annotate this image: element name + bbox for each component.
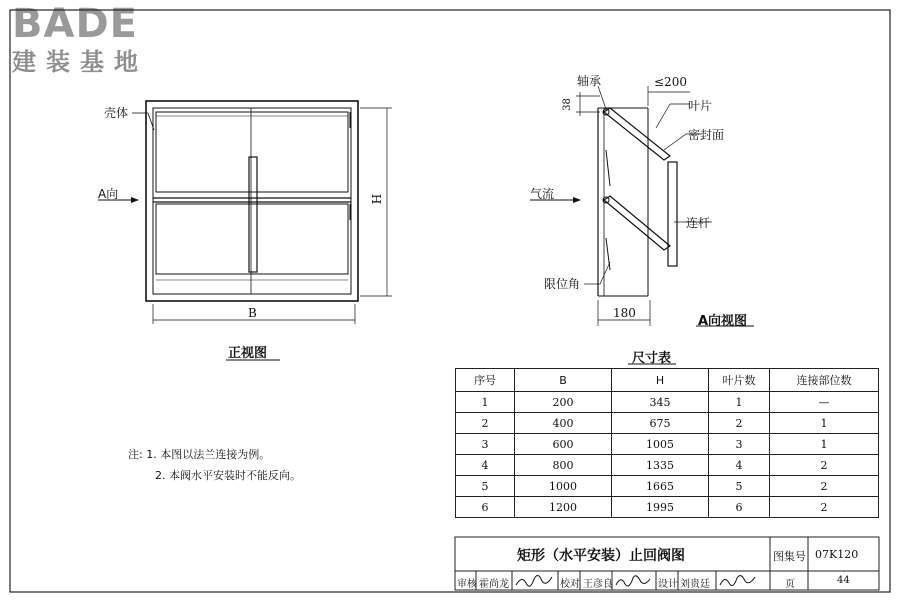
- front-view-drawing: [98, 101, 392, 360]
- table-cell: 5: [709, 476, 770, 497]
- stop-angle-label: 限位角: [544, 277, 581, 291]
- table-cell: 6: [709, 497, 770, 518]
- table-cell: 6: [456, 497, 515, 518]
- table-cell: 2: [709, 413, 770, 434]
- table-cell: 2: [456, 413, 515, 434]
- table-row: [456, 392, 879, 413]
- table-row: [456, 434, 879, 455]
- logo-brand-text: BADE: [12, 1, 138, 47]
- design-label: 设计: [658, 579, 678, 590]
- side-link-rod: [668, 162, 677, 266]
- table-cell: 400: [515, 413, 612, 434]
- table-cell: 1995: [612, 497, 709, 518]
- side-view-title: A向视图: [698, 314, 748, 329]
- shell-label: 壳体: [104, 106, 129, 120]
- header-cell: 连接部位数: [770, 369, 879, 392]
- logo-subtitle-text: 建装基地: [12, 48, 148, 76]
- table-cell: 675: [612, 413, 709, 434]
- checker-name: 王彦良: [583, 579, 613, 590]
- table-cell: 2: [770, 497, 879, 518]
- link-label: 连杆: [686, 216, 711, 230]
- height-h-label: H: [370, 193, 385, 205]
- upper-blade: [156, 112, 348, 192]
- front-view-title: 正视图: [228, 346, 268, 361]
- note-line-1: 注: 1. 本图以法兰连接为例。: [128, 448, 271, 461]
- table-cell: 1: [770, 434, 879, 455]
- atlas-number: 07K120: [815, 548, 859, 561]
- seal-label: 密封面: [688, 128, 725, 142]
- designer-name: 刘贵廷: [680, 579, 710, 590]
- page-number: 44: [837, 575, 850, 586]
- header-cell: H: [612, 369, 709, 392]
- dim-38-label: 38: [561, 98, 573, 111]
- table-cell: 4: [709, 455, 770, 476]
- table-row: [456, 476, 879, 497]
- top-dimension-label: ≤200: [654, 75, 687, 89]
- note-line-2: 2. 本阀水平安装时不能反向。: [155, 469, 301, 482]
- table-cell: 2: [770, 476, 879, 497]
- review-label: 审核: [457, 579, 477, 590]
- header-cell: 叶片数: [709, 369, 770, 392]
- table-row: [456, 413, 879, 434]
- blade-label: 叶片: [688, 99, 713, 113]
- dim-180-label: 180: [613, 306, 636, 320]
- table-cell: 1200: [515, 497, 612, 518]
- table-cell: 5: [456, 476, 515, 497]
- table-title: 尺寸表: [632, 351, 672, 366]
- table-cell: 200: [515, 392, 612, 413]
- lower-blade-arm: [604, 196, 670, 250]
- reviewer-name: 霍尚龙: [479, 579, 509, 590]
- atlas-label: 图集号: [773, 550, 806, 563]
- table-cell: 1: [770, 413, 879, 434]
- direction-a-label: A向: [98, 187, 119, 201]
- table-header-row: [456, 369, 879, 392]
- dimension-table: [455, 368, 879, 518]
- header-cell: B: [515, 369, 612, 392]
- center-link-rod: [249, 157, 257, 272]
- table-cell: 1000: [515, 476, 612, 497]
- table-cell: 345: [612, 392, 709, 413]
- table-row: [456, 497, 879, 518]
- table-cell: 4: [456, 455, 515, 476]
- table-cell: —: [770, 392, 879, 413]
- lower-blade: [156, 204, 348, 274]
- table-cell: 1: [456, 392, 515, 413]
- drawing-title: 矩形（水平安装）止回阀图: [517, 548, 685, 564]
- table-cell: 1005: [612, 434, 709, 455]
- check-label: 校对: [560, 579, 580, 590]
- width-b-label: B: [248, 306, 257, 320]
- table-cell: 2: [770, 455, 879, 476]
- bearing-label: 轴承: [577, 74, 602, 88]
- shell-outer: [146, 101, 358, 301]
- table-cell: 1665: [612, 476, 709, 497]
- table-cell: 1335: [612, 455, 709, 476]
- table-cell: 800: [515, 455, 612, 476]
- title-block: [455, 537, 879, 590]
- header-cell: 序号: [456, 369, 515, 392]
- table-cell: 600: [515, 434, 612, 455]
- airflow-label: 气流: [530, 187, 555, 201]
- table-cell: 1: [709, 392, 770, 413]
- table-cell: 3: [709, 434, 770, 455]
- upper-blade-arm: [604, 108, 670, 160]
- page-label: 页: [785, 579, 795, 590]
- table-row: [456, 455, 879, 476]
- table-cell: 3: [456, 434, 515, 455]
- shell-inner: [153, 108, 351, 294]
